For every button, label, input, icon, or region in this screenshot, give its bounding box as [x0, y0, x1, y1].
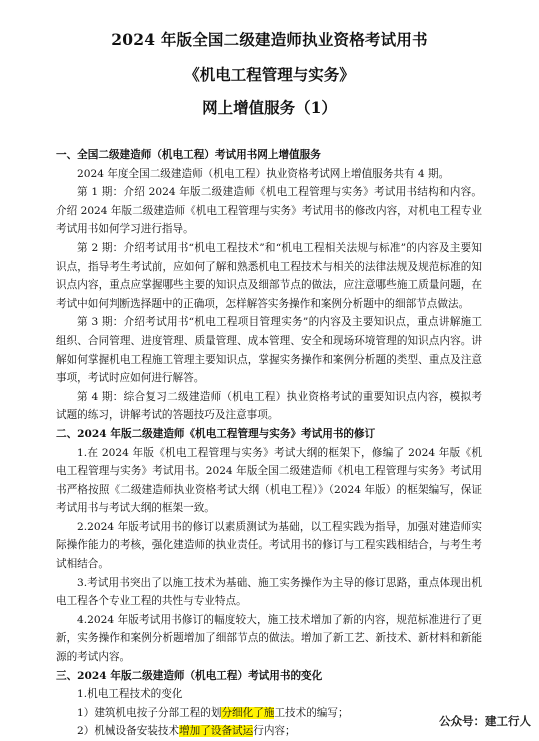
section3-item1	[56, 704, 482, 723]
section3-item2	[56, 722, 482, 741]
item1-text-start: 1）建筑机电按子分部工程的划	[77, 706, 222, 719]
doc-title-line1: 2024 年版全国二级建造师执业资格考试用书	[111, 30, 428, 49]
section2-point4: 4.2024 年版考试用书修订的幅度较大，施工技术增加了新的内容，规范标准进行了更新，实务操作和案例分析题增加了细部节点的做法。增加了新工艺、新技术、新材料和新能源的考试内容。	[56, 613, 482, 664]
section1-period3: 第 3 期：介绍考试用书“机电工程项目管理实务”的内容及主要知识点，重点讲解施工组织、合同管理、进度管理、质量管理、成本管理、安全和现场环境管理的知识点内容。讲解如何掌握机电工程施工管理主要知识点，掌握实务操作和案例分析题的类型、重点及注意事项，考试时应如何进行解答。	[56, 316, 482, 385]
document-body	[56, 146, 482, 741]
item2-highlight: 增加了设备试运	[179, 725, 254, 738]
section3-heading: 三、2024 年版二级建造师（机电工程）考试用书的变化	[56, 669, 323, 682]
section3-subheading: 1.机电工程技术的变化	[77, 688, 183, 701]
item1-text-end: 工技术的编写；	[274, 706, 349, 719]
section2-point2: 2.2024 年版考试用书的修订以素质测试为基础，以工程实践为指导，加强对建造师实际操作能力的考核，强化建造师的执业责任。考试用书的修订与工程实践相结合，与考生考试相结合。	[56, 520, 482, 571]
section2-point3: 3.考试用书突出了以施工技术为基础、施工实务操作为主导的修订思路，重点体现出机电工程各个专业工程的共性与专业特点。	[56, 576, 482, 608]
section1-intro: 2024 年度全国二级建造师（机电工程）执业资格考试网上增值服务共有 4 期。	[77, 167, 450, 180]
item2-text-start: 2）机械设备安装技术	[77, 725, 180, 738]
item1-highlight: 分细化了施	[221, 706, 275, 719]
section1-period2: 第 2 期：介绍考试用书“机电工程技术”和“机电工程相关法规与标准”的内容及主要知识点，指导考生考试前，应如何了解和熟悉机电工程技术与相关的法律法规及规范标准的知识点内容，重点应掌握哪些主要的知识点及细部节点的做法，应注意哪些施工质量问题，在考试中如何判断选择题中的正确项，怎样解答实务操作和案例分析题中的细部节点做法。	[56, 241, 482, 310]
item2-text-end: 行内容；	[253, 725, 296, 738]
section1-period4: 第 4 期：综合复习二级建造师（机电工程）执业资格考试的重要知识点内容，模拟考试题的练习，讲解考试的答题技巧及注意事项。	[56, 390, 482, 422]
section2-heading: 二、2024 年版二级建造师《机电工程管理与实务》考试用书的修订	[56, 427, 376, 440]
wechat-account-watermark: 公众号：建工行人	[439, 714, 531, 728]
section2-point1: 1.在 2024 年版《机电工程管理与实务》考试大纲的框架下，修编了 2024 年版《机电工程管理与实务》考试用书。2024 年版全国二级建造师《机电工程管理与实务》考试用书严格按照《二级建造师执业资格考试大纲（机电工程）》（2024 年版）的框架编写，保证考试用书与考试大纲的框架一致。	[56, 446, 482, 515]
doc-title-line2: 《机电工程管理与实务》	[184, 65, 355, 84]
section1-heading: 一、全国二级建造师（机电工程）考试用书网上增值服务	[56, 149, 321, 161]
section1-period1: 第 1 期：介绍 2024 年版二级建造师《机电工程管理与实务》考试用书结构和内容。介绍 2024 年版二级建造师《机电工程管理与实务》考试用书的修改内容，对机电工程专业考试用书如何学习进行指导。	[56, 186, 482, 236]
doc-title-line3: 网上增值服务（1）	[202, 98, 337, 117]
